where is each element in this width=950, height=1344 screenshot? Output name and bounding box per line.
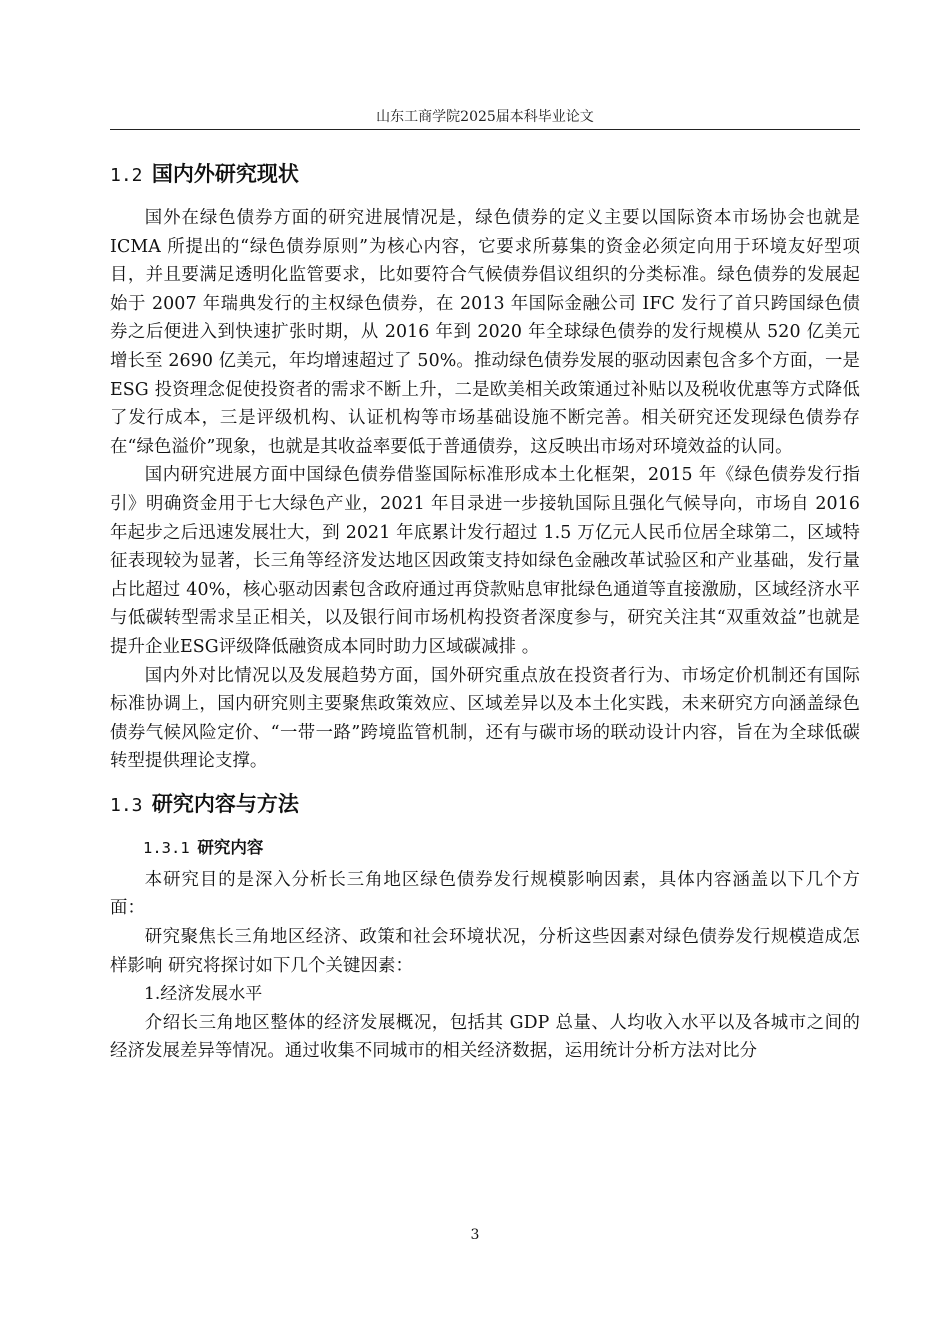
subsection-heading-1-3-1 (143, 834, 860, 862)
section-number: 1.3 (110, 794, 143, 816)
list-item-title-economic-development: 1.经济发展水平 (144, 984, 263, 1005)
paragraph-research-focus: 研究聚焦长三角地区经济、政策和社会环境状况，分析这些因素对绿色债券发行规模造成怎样影响 研究将探讨如下几个关键因素： (110, 927, 860, 976)
section-title: 国内外研究现状 (151, 161, 299, 186)
subsection-number: 1.3.1 (143, 838, 190, 857)
paragraph-foreign-research: 国外在绿色债券方面的研究进展情况是，绿色债券的定义主要以国际资本市场协会也就是 ICMA 所提出的“绿色债券原则”为核心内容，它要求所募集的资金必须定向用于环境友好型项目，并且要满足透明化监管要求，比如要符合气候债券倡议组织的分类标准。绿色债券的发展起始于 2007 年瑞典发行的主权绿色债券，在 2013 年国际金融公司 IFC 发行了首只跨国绿色债券之后便进入到快速扩张时期，从 2016 年到 2020 年全球绿色债券的发行规模从 520 亿美元增长至 2690 亿美元，年均增速超过了 50%。推动绿色债券发展的驱动因素包含多个方面，一是 ESG 投资理念促使投资者的需求不断上升，二是欧美相关政策通过补贴以及税收优惠等方式降低了发行成本，三是评级机构、认证机构等市场基础设施不断完善。相关研究还发现绿色债券存在“绿色溢价”现象，也就是其收益率要低于普通债券，这反映出市场对环境效益的认同。 (110, 208, 860, 457)
page-number: 3 (470, 1227, 480, 1243)
page-body (110, 156, 860, 1066)
running-header: 山东工商学院2025届本科毕业论文 (376, 109, 594, 125)
section-title: 研究内容与方法 (151, 790, 299, 816)
section-heading-1-2 (110, 156, 860, 194)
section-spacer (110, 776, 860, 786)
section-number: 1.2 (110, 165, 143, 186)
paragraph-research-purpose: 本研究目的是深入分析长三角地区绿色债券发行规模影响因素，具体内容涵盖以下几个方面： (110, 869, 860, 919)
subsection-title: 研究内容 (197, 837, 264, 857)
paragraph-domestic-research: 国内研究进展方面中国绿色债券借鉴国际标准形成本土化框架，2015 年《绿色债券发行指引》明确资金用于七大绿色产业，2021 年目录进一步接轨国际且强化气候导向，市场自 2016 年起步之后迅速发展壮大，到 2021 年底累计发行超过 1.5 万亿元人民币位居全球第二，区域特征表现较为显著，长三角等经济发达地区因政策支持如绿色金融改革试验区和产业基础，发行量占比超过 40%，核心驱动因素包含政府通过再贷款贴息审批绿色通道等直接激励，区域经济水平与低碳转型需求呈正相关，以及银行间市场机构投资者深度参与，研究关注其“双重效益”也就是提升企业ESG评级降低融资成本同时助力区域碳减排 。 (110, 465, 860, 657)
header-rule (110, 129, 860, 130)
paragraph-economic-development: 介绍长三角地区整体的经济发展概况，包括其 GDP 总量、人均收入水平以及各城市之间的经济发展差异等情况。通过收集不同城市的相关经济数据，运用统计分析方法对比分 (110, 1012, 860, 1062)
section-heading-1-3 (110, 786, 860, 824)
paragraph-comparison-trends: 国内外对比情况以及发展趋势方面，国外研究重点放在投资者行为、市场定价机制还有国际标准协调上，国内研究则主要聚焦政策效应、区域差异以及本土化实践，未来研究方向涵盖绿色债券气候风险定价、“一带一路”跨境监管机制，还有与碳市场的联动设计内容，旨在为全球低碳转型提供理论支撑。 (110, 665, 860, 772)
